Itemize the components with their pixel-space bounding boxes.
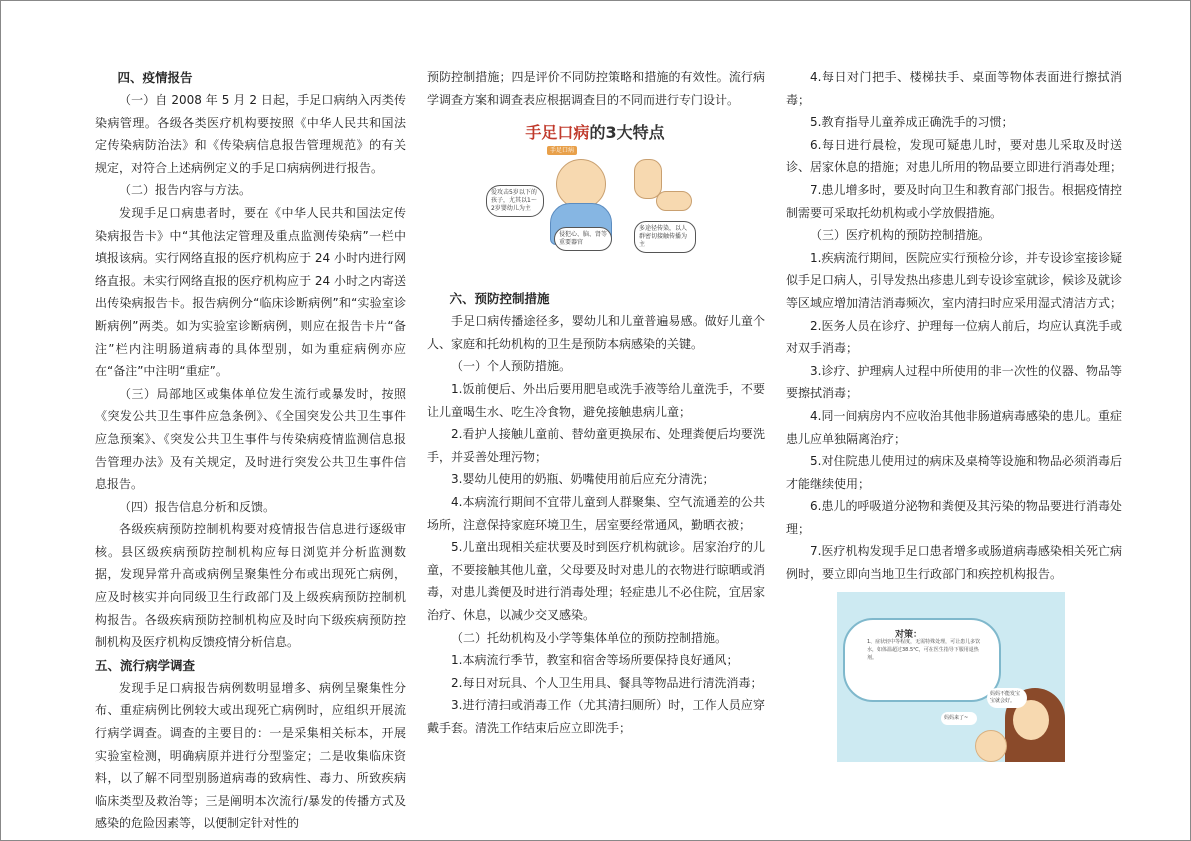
paragraph: （三）医疗机构的预防控制措施。 (810, 228, 991, 243)
paragraph: 7.医疗机构发现手足口患者增多或肠道病毒感染相关死亡病例时，要立即向当地卫生行政部门和疾控机构报告。 (786, 544, 1122, 582)
baby-figure (975, 730, 1007, 762)
section-heading-epidemiology: 五、流行病学调查 (95, 657, 196, 673)
paragraph: 2.医务人员在诊疗、护理每一位病人前后，均应认真洗手或对双手消毒； (786, 318, 1122, 356)
column-2 (427, 66, 765, 739)
paragraph: 1.本病流行季节，教室和宿舍等场所要保持良好通风； (451, 653, 739, 668)
paragraph: 发现手足口病报告病例数明显增多、病例呈聚集性分布、重症病例比例较大或出现死亡病例时，应组织开展流行病学调查。调查的主要目的：一是采集相关标本，开展实验室检测，明确病原并进行分型鉴定；二是收集临床资料，以了解不同型别肠道病毒的致病性、毒力、所致疾病临床类型及救治等；三是阐明本次流行/暴发的传播方式及感染的危险因素等，以便制定针对性的 (95, 680, 406, 831)
paragraph: 预防控制措施；四是评价不同防控策略和措施的有效性。流行病学调查方案和调查表应根据调查目的不同而进行专门设计。 (427, 70, 765, 107)
paragraph: 1.饭前便后、外出后要用肥皂或洗手液等给儿童洗手，不要让儿童喝生水、吃生冷食物，避免接触患病儿童； (427, 381, 765, 419)
paragraph: 3.婴幼儿使用的奶瓶、奶嘴使用前后应充分清洗； (451, 472, 715, 487)
paragraph: 5.教育指导儿童养成正确洗手的习惯； (810, 115, 1014, 130)
speech-cloud: 妈妈来了~ (941, 712, 977, 725)
paragraph: 2.每日对玩具、个人卫生用具、餐具等物品进行清洗消毒； (451, 675, 763, 690)
speech-cloud: 妈妈不能发宝宝就会好。 (987, 688, 1027, 708)
paragraph: 各级疾病预防控制机构要对疫情报告信息进行逐级审核。县区级疾病预防控制机构应每日浏览并分析监测数据，发现异常升高或病例呈聚集性分布或出现死亡病例，应及时核实并向同级卫生行政部门及上级疾病预防控制机构报告。各级疾病预防控制机构应及时向下级疾病预防控制机构及医疗机构反馈疫情分析信息。 (95, 522, 406, 650)
board-text: 1、症状轻中等程度，无需特殊处理，可让患儿多饮水，如体温超过38.5℃，可在医生指导下服用退热剂。 (867, 638, 981, 661)
paragraph: 5.儿童出现相关症状要及时到医疗机构就诊。居家治疗的儿童，不要接触其他儿童，父母要及时对患儿的衣物进行晾晒或消毒，对患儿粪便及时进行消毒处理；轻症患儿不必住院，宜居家治疗、休息，以减少交叉感染。 (427, 540, 765, 622)
paragraph: 4.同一间病房内不应收治其他非肠道病毒感染的患儿。重症患儿应单独隔离治疗； (786, 408, 1122, 446)
paragraph: （二）托幼机构及小学等集体单位的预防控制措施。 (451, 630, 728, 645)
paragraph: 发现手足口病患者时，要在《中华人民共和国法定传染病报告卡》中“其他法定管理及重点监测传染病”一栏中填报该病。实行网络直报的医疗机构应于 24 小时内进行网络直报。未实行网络直报的医疗机构应于 24 小时之内寄送出传染病报告卡。报告病例分“临床诊断病例”和“实验室诊断病例”两类。如为实验室诊断病例，则应在报告卡片“备注”栏内注明肠道病毒的具体型别，如为重症病例亦应在“备注”中注明“重症”。 (95, 205, 406, 379)
paragraph: 2.看护人接触儿童前、替幼童更换尿布、处理粪便后均要洗手，并妥善处理污物； (427, 427, 765, 464)
section-heading-prevention: 六、预防控制措施 (449, 291, 550, 307)
section-heading-epidemic-report: 四、疫情报告 (117, 70, 193, 85)
board-title: 对策： (895, 629, 923, 640)
feature-bubble-organs: 侵犯心、脑、肾等重要器官 (554, 227, 612, 251)
paragraph: 3.进行清扫或消毒工作（尤其清扫厕所）时，工作人员应穿戴手套。清洗工作结束后应立即洗手； (427, 698, 765, 735)
paragraph: 3.诊疗、护理病人过程中所使用的非一次性的仪器、物品等要擦拭消毒； (786, 363, 1122, 401)
feature-bubble-transmission: 多途径传染，以人群密切接触传播为主 (634, 221, 696, 253)
column-3 (786, 66, 1122, 762)
illustration-title: 手足口病的3大特点 (525, 123, 665, 143)
paragraph: 5.对住院患儿使用过的病床及桌椅等设施和物品必须消毒后才能继续使用； (786, 454, 1122, 491)
illustration-tag: 手足口病 (547, 146, 577, 155)
column-1 (95, 66, 406, 835)
feature-bubble-age: 爱攻击5岁以下的孩子，尤其以1～2岁婴幼儿为主 (486, 185, 544, 217)
countermeasures-illustration (837, 592, 1065, 762)
hfmd-features-illustration (484, 121, 706, 281)
paragraph: （一）自 2008 年 5 月 2 日起，手足口病纳入丙类传染病管理。各级各类医疗机构要按照《中华人民共和国法定传染病防治法》和《传染病信息报告管理规范》的有关规定，对符合上述病例定义的手足口病病例进行报告。 (95, 93, 406, 175)
paragraph: （二）报告内容与方法。 (119, 183, 252, 198)
paragraph: 4.本病流行期间不宜带儿童到人群聚集、空气流通差的公共场所，注意保持家庭环境卫生，居室要经常通风，勤晒衣被； (427, 494, 765, 532)
paragraph: （三）局部地区或集体单位发生流行或暴发时，按照《突发公共卫生事件应急条例》、《全国突发公共卫生事件应急预案》、《突发公共卫生事件与传染病疫情监测信息报告管理办法》及有关规定，及时进行突发公共卫生事件信息报告。 (95, 386, 406, 492)
paragraph: （四）报告信息分析和反馈。 (119, 499, 276, 514)
paragraph: 1.疾病流行期间，医院应实行预检分诊，并专设诊室接诊疑似手足口病人，引导发热出疹患儿到专设诊室就诊，候诊及就诊等区域应增加清洁消毒频次，室内清扫时应采用湿式清洁方式； (786, 250, 1123, 310)
paragraph: （一）个人预防措施。 (451, 359, 572, 374)
paragraph: 6.每日进行晨检，发现可疑患儿时，要对患儿采取及时送诊、居家休息的措施；对患儿所用的物品要立即进行消毒处理； (786, 137, 1123, 175)
paragraph: 6.患儿的呼吸道分泌物和粪便及其污染的物品要进行消毒处理； (786, 499, 1122, 536)
paragraph: 手足口病传播途径多，婴幼儿和儿童普遍易感。做好儿童个人、家庭和托幼机构的卫生是预防本病感染的关键。 (427, 314, 765, 351)
paragraph: 4.每日对门把手、楼梯扶手、桌面等物体表面进行擦拭消毒； (786, 70, 1122, 107)
foot-icon (656, 191, 692, 211)
paragraph: 7.患儿增多时，要及时向卫生和教育部门报告。根据疫情控制需要可采取托幼机构或小学放假措施。 (786, 182, 1122, 220)
